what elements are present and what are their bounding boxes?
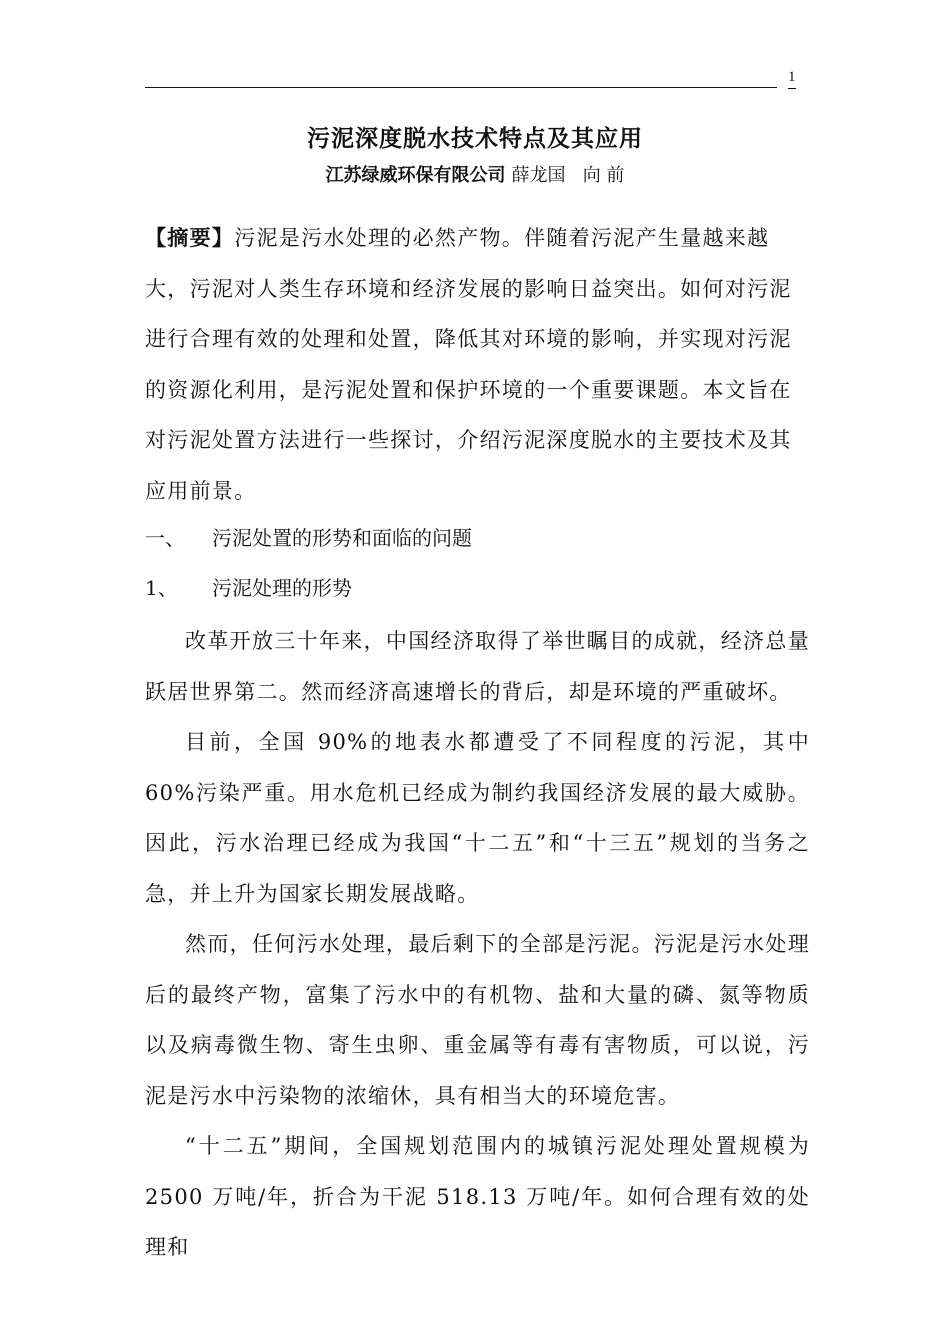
abstract-label: 【摘要】 (145, 225, 235, 250)
author-organization: 江苏绿威环保有限公司 (325, 165, 506, 186)
abstract (145, 213, 810, 516)
paragraph: 改革开放三十年来，中国经济取得了举世瞩目的成就，经济总量跃居世界第二。然而经济高速增长的背后，却是环境的严重破坏。 (145, 629, 810, 704)
section-number: 一、 (145, 526, 185, 550)
author-line (0, 164, 950, 188)
body-text (145, 616, 810, 1273)
page-number: 1 (788, 68, 796, 89)
subsection-title: 污泥处理的形势 (212, 576, 352, 600)
header-rule (145, 87, 777, 88)
document-title: 污泥深度脱水技术特点及其应用 (307, 125, 643, 152)
paragraph: 目前，全国 90%的地表水都遭受了不同程度的污泥，其中 60%污染严重。用水危机已经成为制约我国经济发展的最大威胁。因此，污水治理已经成为我国“十二五”和“十三五”规划的当务之急，并上升为国家长期发展战略。 (145, 730, 810, 906)
paragraph: “十二五”期间，全国规划范围内的城镇污泥处理处置规模为2500 万吨/年，折合为干泥 518.13 万吨/年。如何合理有效的处理和 (145, 1134, 810, 1259)
section-heading-1 (145, 523, 472, 553)
abstract-text: 污泥是污水处理的必然产物。伴随着污泥产生量越来越大，污泥对人类生存环境和经济发展的影响日益突出。如何对污泥进行合理有效的处理和处置，降低其对环境的影响，并实现对污泥的资源化利用，是污泥处置和保护环境的一个重要课题。本文旨在对污泥处置方法进行一些探讨，介绍污泥深度脱水的主要技术及其应用前景。 (145, 226, 792, 503)
paragraph: 然而，任何污水处理，最后剩下的全部是污泥。污泥是污水处理后的最终产物，富集了污水中的有机物、盐和大量的磷、氮等物质以及病毒微生物、寄生虫卵、重金属等有毒有害物质，可以说，污泥是污水中污染物的浓缩休，具有相当大的环境危害。 (145, 932, 810, 1108)
subsection-heading-1 (145, 573, 352, 603)
author-names: 薛龙国 向 前 (511, 165, 625, 186)
subsection-number: 1、 (145, 576, 178, 600)
section-title: 污泥处置的形势和面临的问题 (212, 526, 472, 550)
